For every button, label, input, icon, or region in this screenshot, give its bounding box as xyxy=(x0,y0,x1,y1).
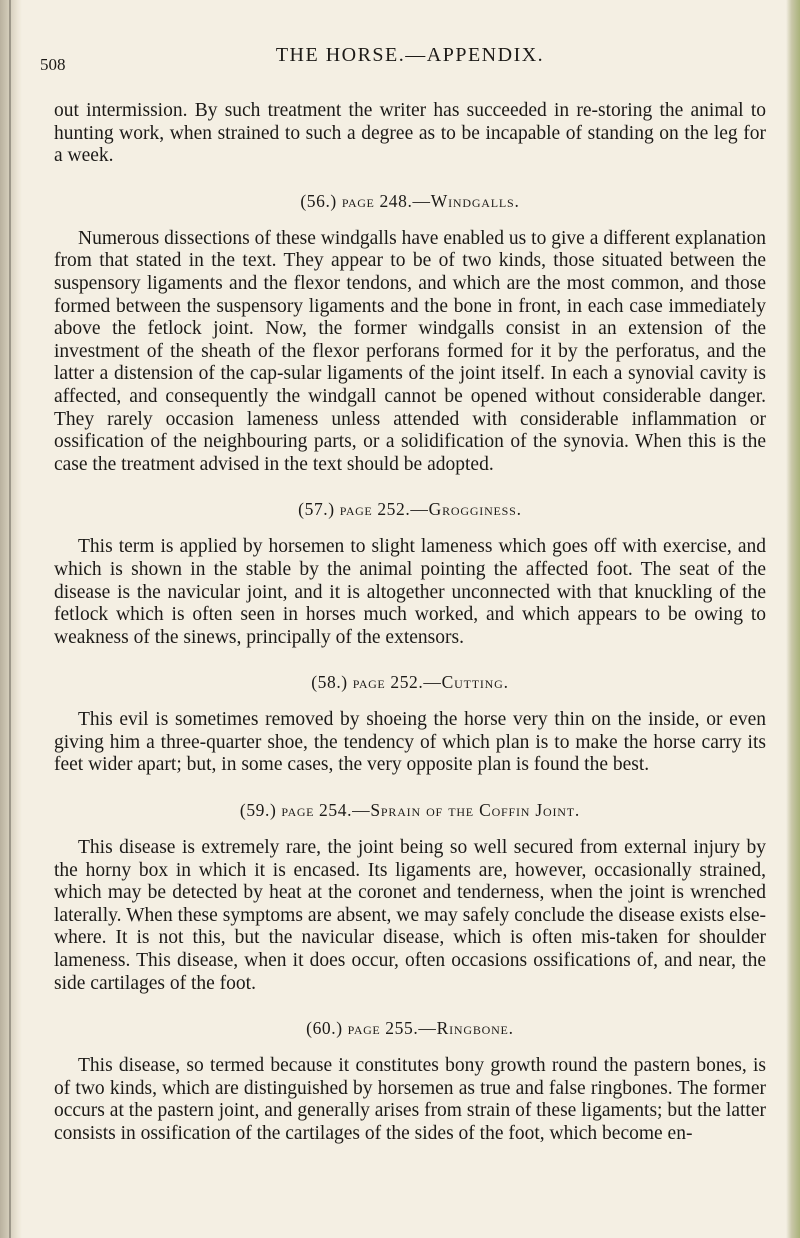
note-heading-57 xyxy=(54,499,766,520)
note-number: (59.) xyxy=(239,800,277,821)
note-topic: —Grogginess. xyxy=(410,499,522,520)
note-topic: —Cutting. xyxy=(423,672,509,693)
note-number: (60.) xyxy=(306,1018,343,1039)
page-label: page xyxy=(339,499,373,520)
intro-paragraph: out intermission. By such treatment the writer has succeeded in re-storing the animal to hunting work, when strained to such a degree as to be incapable of standing on the leg for a week. xyxy=(54,100,766,167)
note-number: (56.) xyxy=(300,190,337,211)
page-label: page xyxy=(347,1018,381,1039)
note-heading-59 xyxy=(54,800,766,821)
page-reference: 248. xyxy=(379,190,413,211)
binding-edge-line xyxy=(9,0,11,1238)
note-number: (57.) xyxy=(298,499,335,520)
note-number: (58.) xyxy=(311,672,348,693)
page-reference: 255. xyxy=(385,1018,419,1039)
running-head: THE HORSE.—APPENDIX. xyxy=(275,44,545,66)
note-heading-58 xyxy=(54,672,766,693)
note-topic: —Windgalls. xyxy=(412,190,520,211)
note-paragraph-58: This evil is sometimes removed by shoeing the horse very thin on the inside, or even giving him a three-quarter shoe, the tendency of which plan is to make the horse carry its feet wider apart; but, in some cases, the very opposite plan is found the best. xyxy=(54,709,766,776)
page-reference: 252. xyxy=(377,499,411,520)
page-reference: 254. xyxy=(319,800,353,821)
page-gutter-shadow xyxy=(0,0,22,1238)
page-number: 508 xyxy=(40,55,66,74)
page-reference: 252. xyxy=(390,672,424,693)
note-topic: —Ringbone. xyxy=(418,1018,514,1039)
note-topic: —Sprain of the Coffin Joint. xyxy=(352,800,581,821)
note-paragraph-60: This disease, so termed because it constitutes bony growth round the pastern bones, is of two kinds, which are distinguished by horsemen as true and false ringbones. The former occurs at the pastern joint, and generally arises from strain of these ligaments; but the latter consists in ossification of the cartilages of the sides of the foot, which become en- xyxy=(54,1055,766,1144)
page-label: page xyxy=(281,800,315,821)
page-body xyxy=(54,100,766,1146)
page-label: page xyxy=(352,672,386,693)
page-label: page xyxy=(341,190,375,211)
book-page xyxy=(40,0,766,1238)
note-paragraph-57: This term is applied by horsemen to slight lameness which goes off with exercise, and which is shown in the stable by the animal pointing the affected foot. The seat of the disease is the navicular joint, and it is altogether unconnected with that knuckling of the fetlock which is often seen in horses much worked, and which appears to be owing to weakness of the sinews, principally of the extensors. xyxy=(54,536,766,648)
note-paragraph-56: Numerous dissections of these windgalls have enabled us to give a different explanation from that stated in the text. They appear to be of two kinds, those situated between the suspensory ligaments and the flexor tendons, and which are the most common, and those formed between the suspensory ligaments and the bone in front, in each case immediately above the fetlock joint. Now, the former windgalls consist in an extension of the investment of the sheath of the flexor perforans formed for it by the perforatus, and the latter a distension of the cap-sular ligaments of the joint itself. In each a synovial cavity is affected, and consequently the windgall cannot be opened without considerable danger. They rarely occasion lameness unless attended with considerable inflammation or ossification of the neighbouring parts, or a solidification of the synovia. When this is the case the treatment advised in the text should be adopted. xyxy=(54,227,766,475)
page-right-edge xyxy=(786,0,800,1238)
note-heading-56 xyxy=(54,191,766,212)
note-paragraph-59: This disease is extremely rare, the joint being so well secured from external injury by the horny box in which it is encased. Its ligaments are, however, occasionally strained, which may be detected by heat at the coronet and tenderness, when the joint is wrenched laterally. When these symptoms are absent, we may safely conclude the disease exists else-where. It is not this, but the navicular disease, which is often mis-taken for shoulder lameness. This disease, when it does occur, often occasions ossifications of, and near, the side cartilages of the foot. xyxy=(54,837,766,994)
note-heading-60 xyxy=(54,1018,766,1039)
page-header xyxy=(40,44,766,74)
